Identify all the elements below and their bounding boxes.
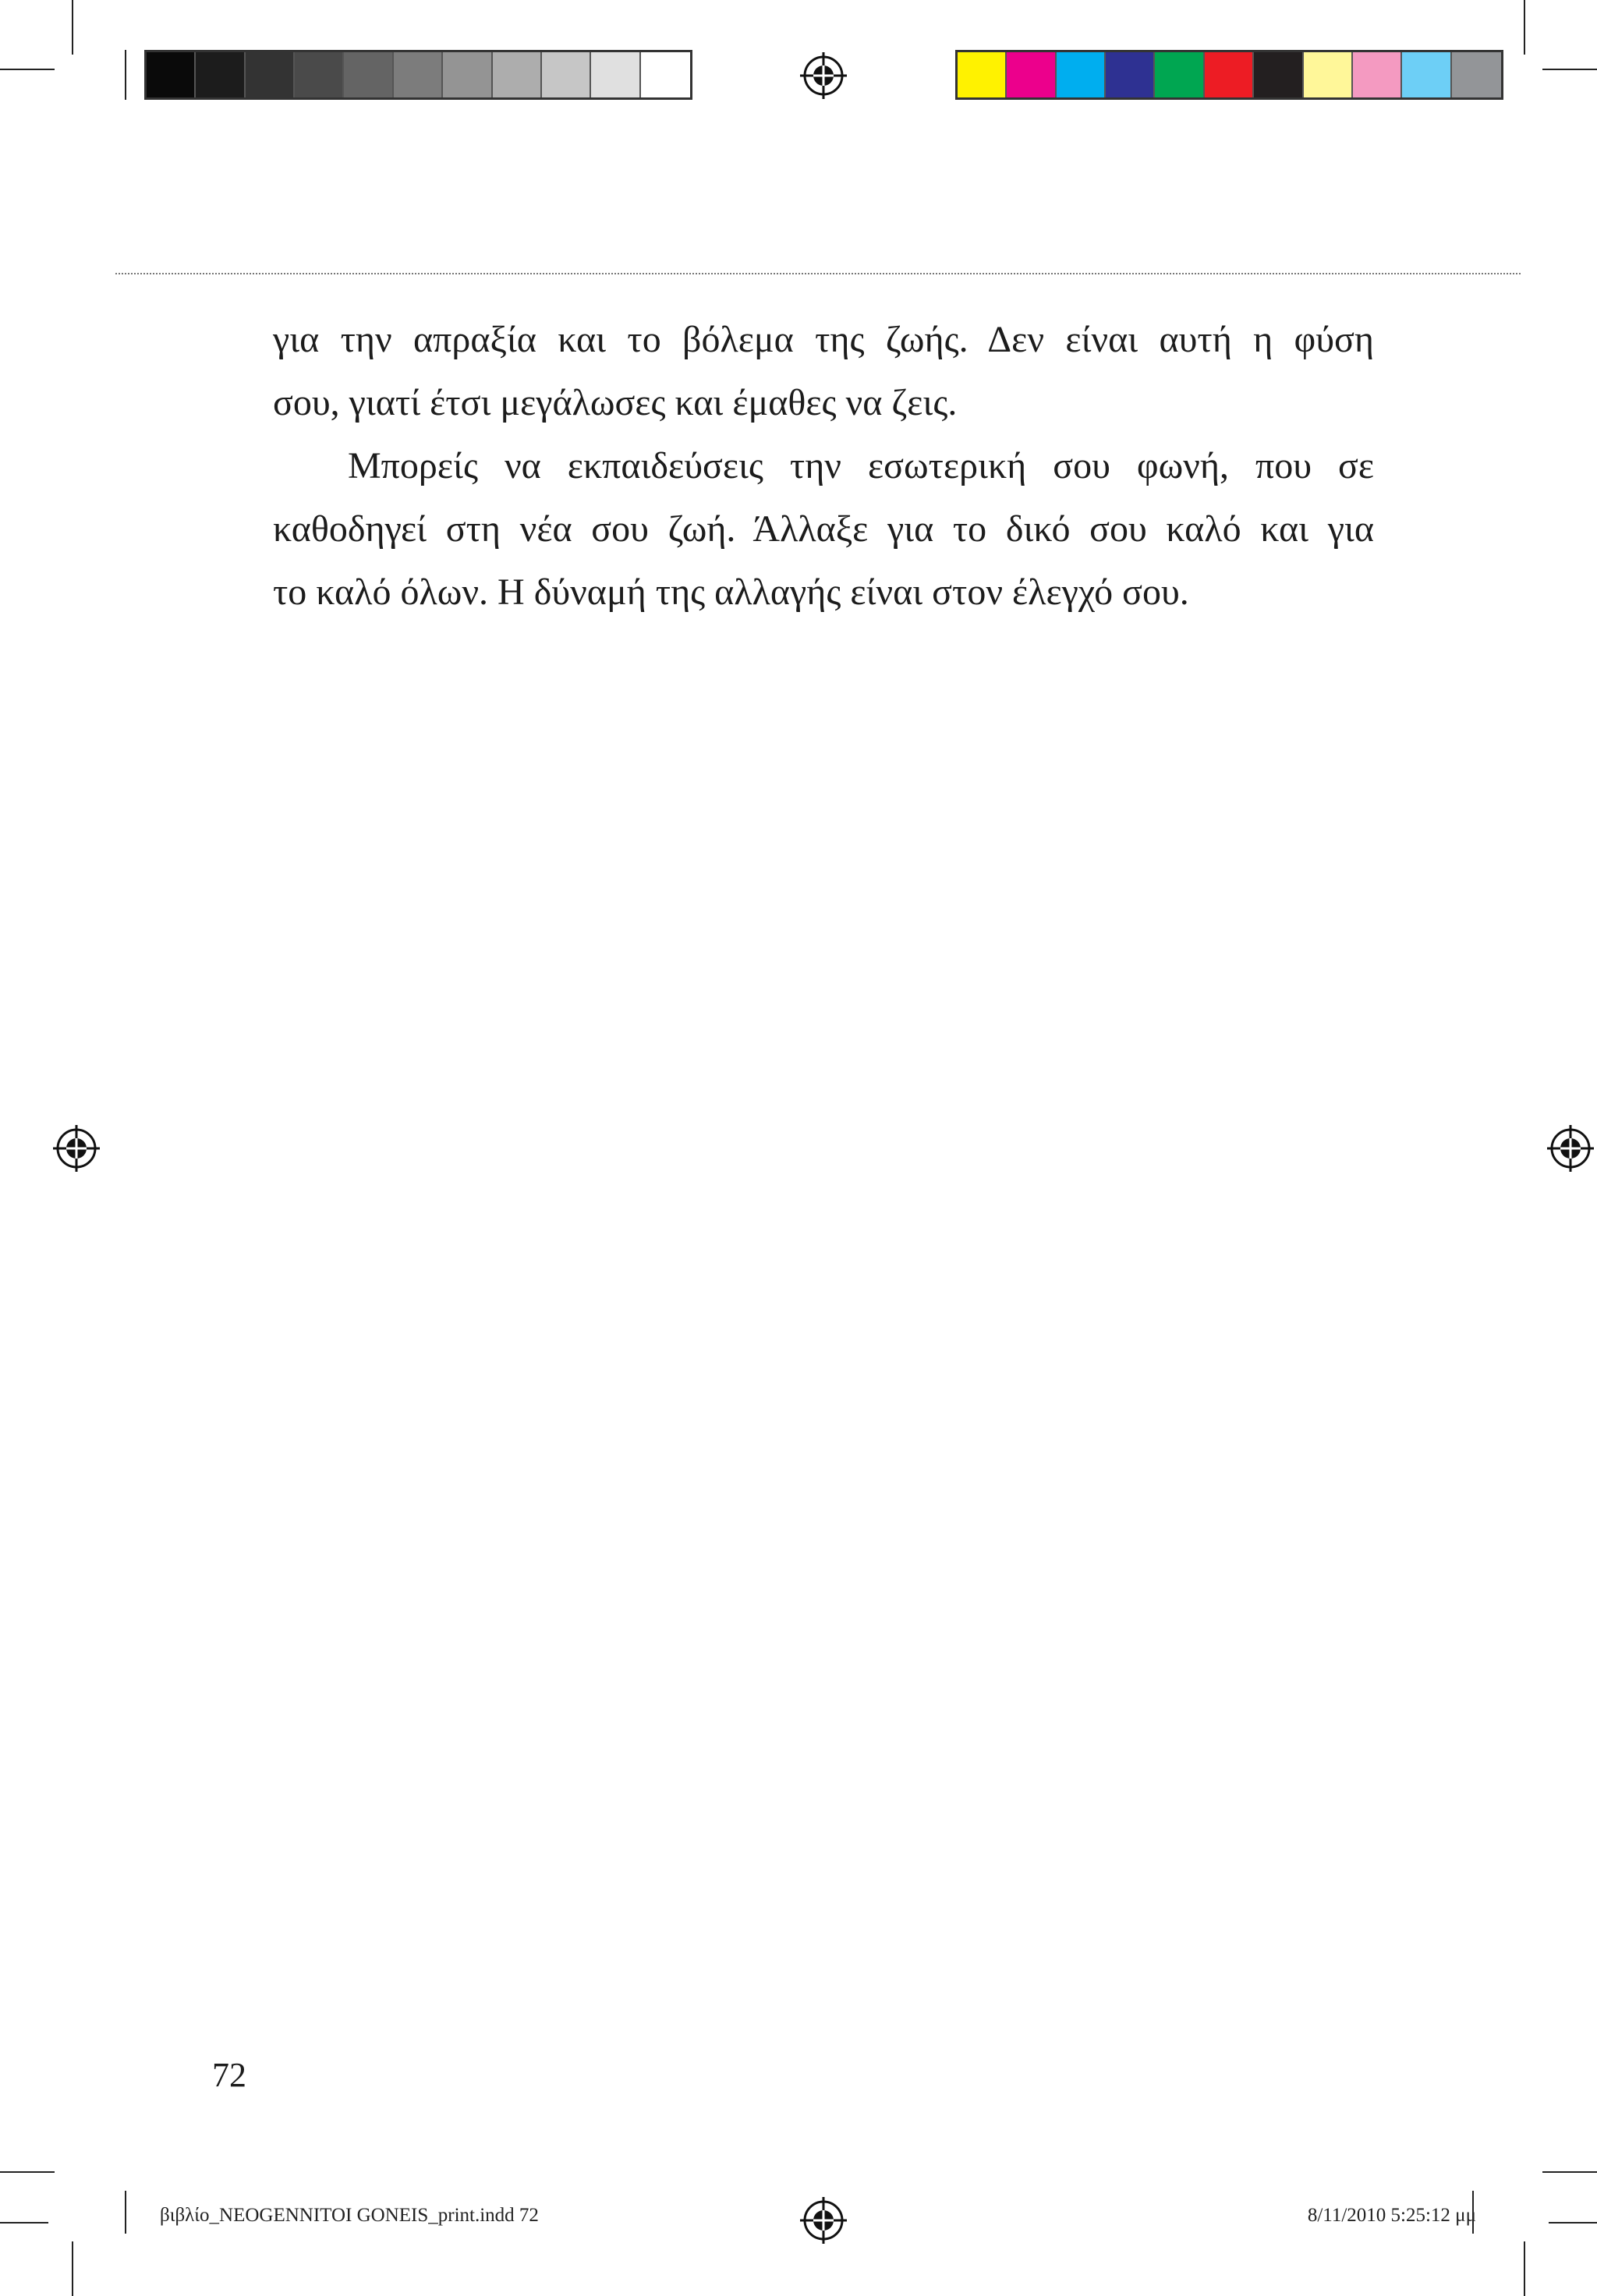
registration-mark-icon: [800, 52, 847, 99]
color-swatch: [1254, 52, 1303, 97]
color-swatch: [1106, 52, 1155, 97]
color-swatch: [1057, 52, 1106, 97]
color-swatch: [1452, 52, 1501, 97]
color-swatch: [958, 52, 1007, 97]
process-color-bar: [955, 50, 1503, 100]
registration-mark-icon: [1547, 1125, 1594, 1172]
color-swatch: [295, 52, 344, 97]
body-text: [273, 308, 1374, 624]
color-swatch: [246, 52, 295, 97]
color-swatch: [1402, 52, 1451, 97]
text-line: σου, γιατί έτσι μεγάλωσες και έμαθες να ζεις.: [273, 382, 958, 423]
color-swatch: [1353, 52, 1402, 97]
text-line: Μπορείς να εκπαιδεύσεις την εσωτερική σου φωνή, που σε: [348, 445, 1374, 486]
slug-filename: βιβλίο_NEOGENNITOI GONEIS_print.indd 72: [160, 2205, 539, 2226]
crop-mark: [0, 2222, 48, 2223]
crop-mark: [125, 50, 126, 100]
crop-mark: [1542, 69, 1597, 70]
text-line: για την απραξία και το βόλεμα της ζωής. Δεν είναι αυτή η φύση: [273, 319, 1374, 360]
text-line: το καλό όλων. Η δύναμή της αλλαγής είναι στον έλεγχό σου.: [273, 571, 1189, 613]
color-swatch: [1304, 52, 1353, 97]
color-swatch: [641, 52, 690, 97]
crop-mark: [1542, 2171, 1597, 2173]
crop-mark: [72, 0, 73, 55]
color-swatch: [394, 52, 443, 97]
crop-mark: [1549, 2222, 1597, 2223]
registration-mark-icon: [53, 1125, 100, 1172]
color-swatch: [591, 52, 640, 97]
crop-mark: [72, 2241, 73, 2296]
slug-datetime: 8/11/2010 5:25:12 μμ: [1307, 2205, 1476, 2226]
color-swatch: [196, 52, 245, 97]
color-swatch: [493, 52, 542, 97]
color-swatch: [443, 52, 492, 97]
paragraph: [273, 434, 1374, 624]
header-rule: [115, 273, 1521, 274]
crop-mark: [0, 2171, 55, 2173]
color-swatch: [344, 52, 393, 97]
grayscale-color-bar: [144, 50, 692, 100]
registration-mark-icon: [800, 2197, 847, 2244]
color-swatch: [147, 52, 196, 97]
page-number: 72: [212, 2056, 246, 2094]
color-swatch: [542, 52, 591, 97]
color-swatch: [1155, 52, 1204, 97]
text-line: καθοδηγεί στη νέα σου ζωή. Άλλαξε για το δικό σου καλό και για: [273, 508, 1374, 550]
crop-mark: [125, 2191, 126, 2234]
color-swatch: [1007, 52, 1056, 97]
crop-mark: [0, 69, 55, 70]
crop-mark: [1524, 0, 1525, 55]
crop-mark: [1524, 2241, 1525, 2296]
color-swatch: [1205, 52, 1254, 97]
paragraph: [273, 308, 1374, 434]
